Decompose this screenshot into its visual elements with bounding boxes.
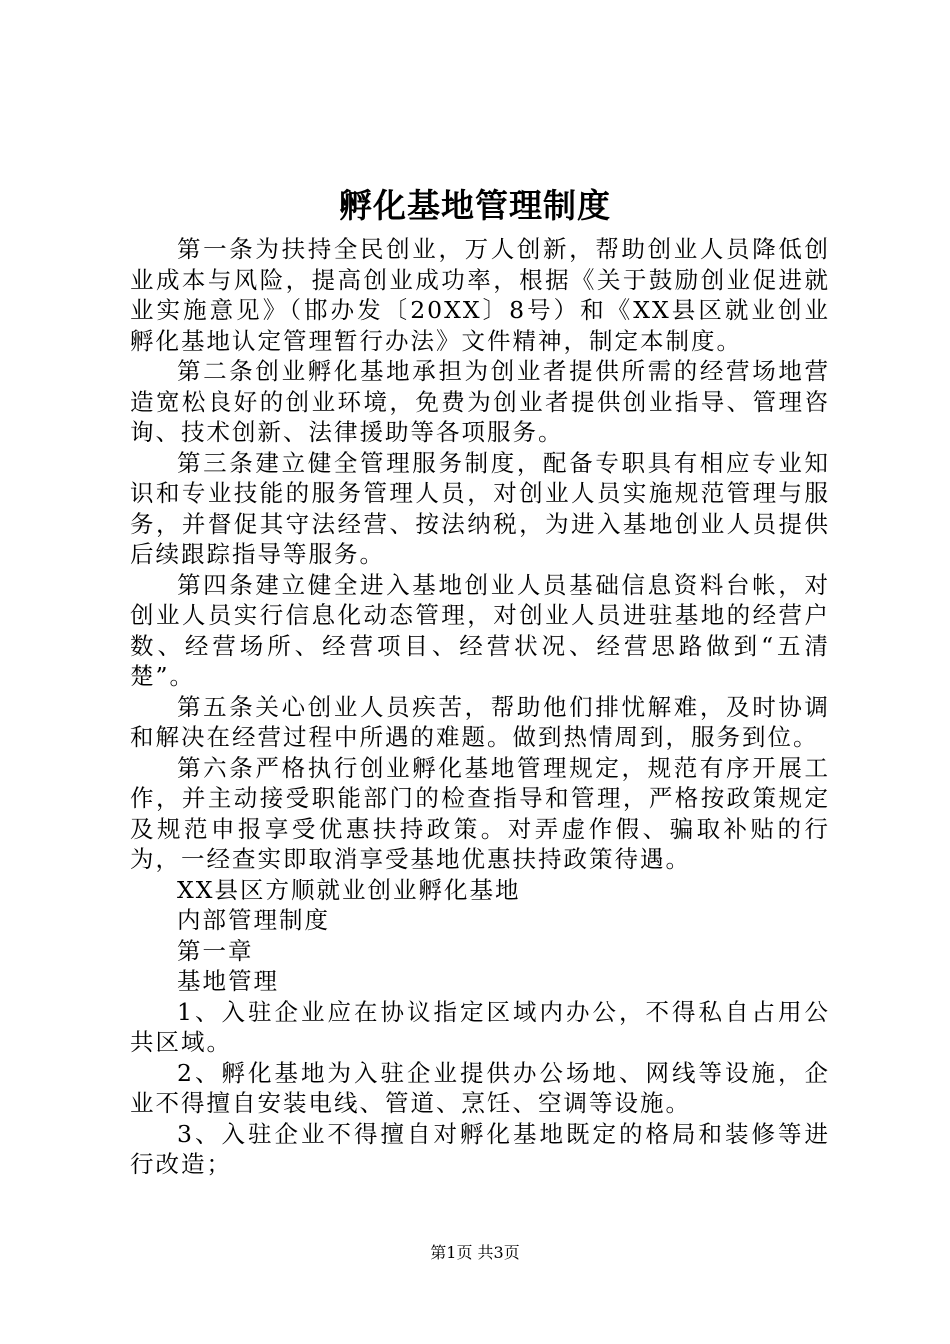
section-heading: 内部管理制度 [177, 906, 330, 934]
rule-item-1: 1、入驻企业应在协议指定区域内办公，不得私自占用公共区域。 [130, 997, 830, 1056]
organization-name: XX县区方顺就业创业孵化基地 [177, 875, 521, 904]
paragraph-article-3: 第三条建立健全管理服务制度，配备专职具有相应专业知识和专业技能的服务管理人员，对创业人员实施规范管理与服务，并督促其守法经营、按法纳税，为进入基地创业人员提供后续跟踪指导等服务。 [130, 448, 830, 568]
rule-item-2: 2、孵化基地为入驻企业提供办公场地、网线等设施，企业不得擅自安装电线、管道、烹饪、空调等设施。 [130, 1058, 830, 1117]
document-title: 孵化基地管理制度 [339, 186, 611, 225]
document-body [130, 234, 830, 1180]
chapter-title: 基地管理 [177, 967, 279, 995]
paragraph-article-5: 第五条关心创业人员疾苦，帮助他们排忧解难，及时协调和解决在经营过程中所遇的难题。做到热情周到，服务到位。 [130, 692, 830, 751]
paragraph-article-4: 第四条建立健全进入基地创业人员基础信息资料台帐，对创业人员实行信息化动态管理，对创业人员进驻基地的经营户数、经营场所、经营项目、经营状况、经营思路做到“五清楚”。 [130, 570, 830, 690]
paragraph-article-6: 第六条严格执行创业孵化基地管理规定，规范有序开展工作，并主动接受职能部门的检查指导和管理，严格按政策规定及规范申报享受优惠扶持政策。对弄虚作假、骗取补贴的行为，一经查实即取消享受基地优惠扶持政策待遇。 [130, 753, 830, 873]
rule-item-3: 3、入驻企业不得擅自对孵化基地既定的格局和装修等进行改造； [130, 1119, 830, 1178]
page-footer: 第1页 共3页 [430, 1243, 520, 1262]
paragraph-article-1: 第一条为扶持全民创业，万人创新，帮助创业人员降低创业成本与风险，提高创业成功率，根据《关于鼓励创业促进就业实施意见》（邯办发〔20XX〕8号）和《XX县区就业创业孵化基地认定管理暂行办法》文件精神，制定本制度。 [130, 235, 830, 355]
paragraph-article-2: 第二条创业孵化基地承担为创业者提供所需的经营场地营造宽松良好的创业环境，免费为创业者提供创业指导、管理咨询、技术创新、法律援助等各项服务。 [130, 357, 830, 446]
chapter-heading: 第一章 [177, 936, 254, 965]
